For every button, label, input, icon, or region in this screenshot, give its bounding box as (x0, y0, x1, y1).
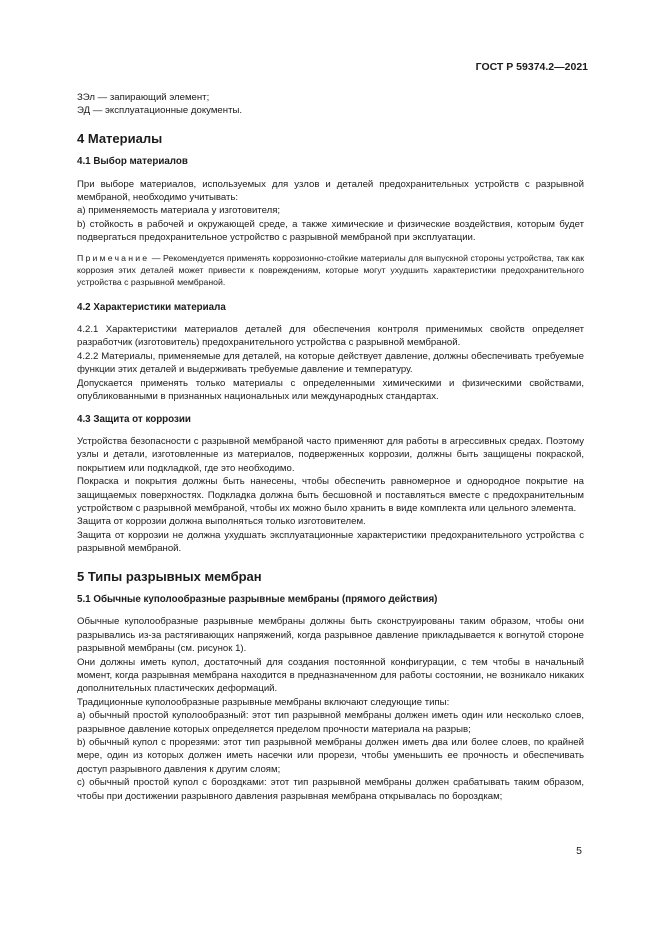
subsection-5-1-title: 5.1 Обычные куполообразные разрывные мембраны (прямого действия) (77, 593, 438, 605)
section-4-title: 4 Материалы (77, 130, 163, 146)
subsection-4-3-title: 4.3 Защита от коррозии (77, 413, 191, 425)
note-label: Примечание (77, 252, 150, 263)
standard-header: ГОСТ Р 59374.2—2021 (475, 61, 588, 73)
paragraph: 4.2.2 Материалы, применяемые для деталей, на которые действует давление, должны обеспечивать требуемые функции этих деталей и выдерживать требуемые давление и температуру. (77, 350, 584, 376)
paragraph: При выборе материалов, используемых для узлов и деталей предохранительных устройств с разрывной мембраной, необходимо учитывать: (77, 178, 584, 204)
list-item: с) обычный простой купол с бороздками: этот тип разрывной мембраны должен срабатывать таким образом, чтобы при достижении разрывного давления разрывная мембрана открывалась по бороздкам; (77, 777, 584, 802)
list-item: b) обычный купол с прорезями: этот тип разрывной мембраны должен иметь два или более слоев, по крайней мере, один из которых должен иметь насечки или прорези, чтобы уменьшить ее прочность и обеспечивать доступ разрывного давления к другим слоям; (77, 737, 584, 775)
note-text: — Рекомендуется применять коррозионно-стойкие материалы для выпускной стороны устройства, так как коррозия этих деталей может привести к повреждениям, которые могут ухудшить характеристики предохранительного устройства с разрывной мембраной. (77, 252, 584, 287)
note (77, 252, 584, 288)
paragraph: Защита от коррозии не должна ухудшать эксплуатационные характеристики предохранительного устройства с разрывной мембраной. (77, 529, 584, 555)
subsection-4-1-title: 4.1 Выбор материалов (77, 156, 188, 168)
paragraph: Они должны иметь купол, достаточный для создания постоянной конфигурации, с тем чтобы в начальный момент, когда разрывная мембрана находится в предназначенном для работы состоянии, не возникало никаких дополнительных пластических деформаций. (77, 656, 584, 695)
paragraph: Защита от коррозии должна выполняться только изготовителем. (77, 516, 366, 528)
list-item: b) стойкость в рабочей и окружающей среде, а также химические и физические воздействия, которым будет подвергаться предохранительное устройство с разрывной мембраной при эксплуатации. (77, 218, 584, 244)
paragraph: Обычные куполообразные разрывные мембраны должны быть сконструированы таким образом, чтобы они разрывались из-за растягивающих напряжений, когда разрывное давление прикладывается к вогнутой стороне разрывной мембраны (см. рисунок 1). (77, 616, 584, 655)
list-item: а) применяемость материала у изготовителя; (77, 205, 281, 217)
paragraph: Традиционные куполообразные разрывные мембраны включают следующие типы: (77, 696, 450, 708)
page-content (77, 91, 584, 803)
abbreviation-item: ЗЭл — запирающий элемент; (77, 92, 210, 103)
paragraph: Покраска и покрытия должны быть нанесены, чтобы обеспечить равномерное и однородное покрытие на защищаемых поверхностях. Подкладка должна быть бесшовной и поставляться вместе с предохранительным устройством с разрывной мембраной, чтобы их можно было хранить в виде комплекта или цельного элемента. (77, 476, 584, 514)
list-item: а) обычный простой куполообразный: этот тип разрывной мембраны должен иметь один или несколько слоев, разрывное давление которых определяется пределом прочности материала на разрыв; (77, 710, 584, 735)
section-5-title: 5 Типы разрывных мембран (77, 568, 262, 584)
subsection-4-2-title: 4.2 Характеристики материала (77, 301, 226, 313)
paragraph: Устройства безопасности с разрывной мембраной часто применяют для работы в агрессивных средах. Поэтому узлы и детали, изготовленные из материалов, подверженных коррозии, должны быть защищены покраской, покрытием или подкладкой, где это необходимо. (77, 435, 584, 474)
paragraph: Допускается применять только материалы с определенными химическими и физическими свойствами, опубликованными в признанных национальных или международных стандартах. (77, 377, 584, 403)
page-number: 5 (576, 845, 582, 857)
paragraph: 4.2.1 Характеристики материалов деталей для обеспечения контроля применимых свойств определяет разработчик (изготовитель) предохранительного устройства с разрывной мембраной. (77, 324, 584, 349)
abbreviation-item: ЭД — эксплуатационные документы. (77, 105, 243, 117)
